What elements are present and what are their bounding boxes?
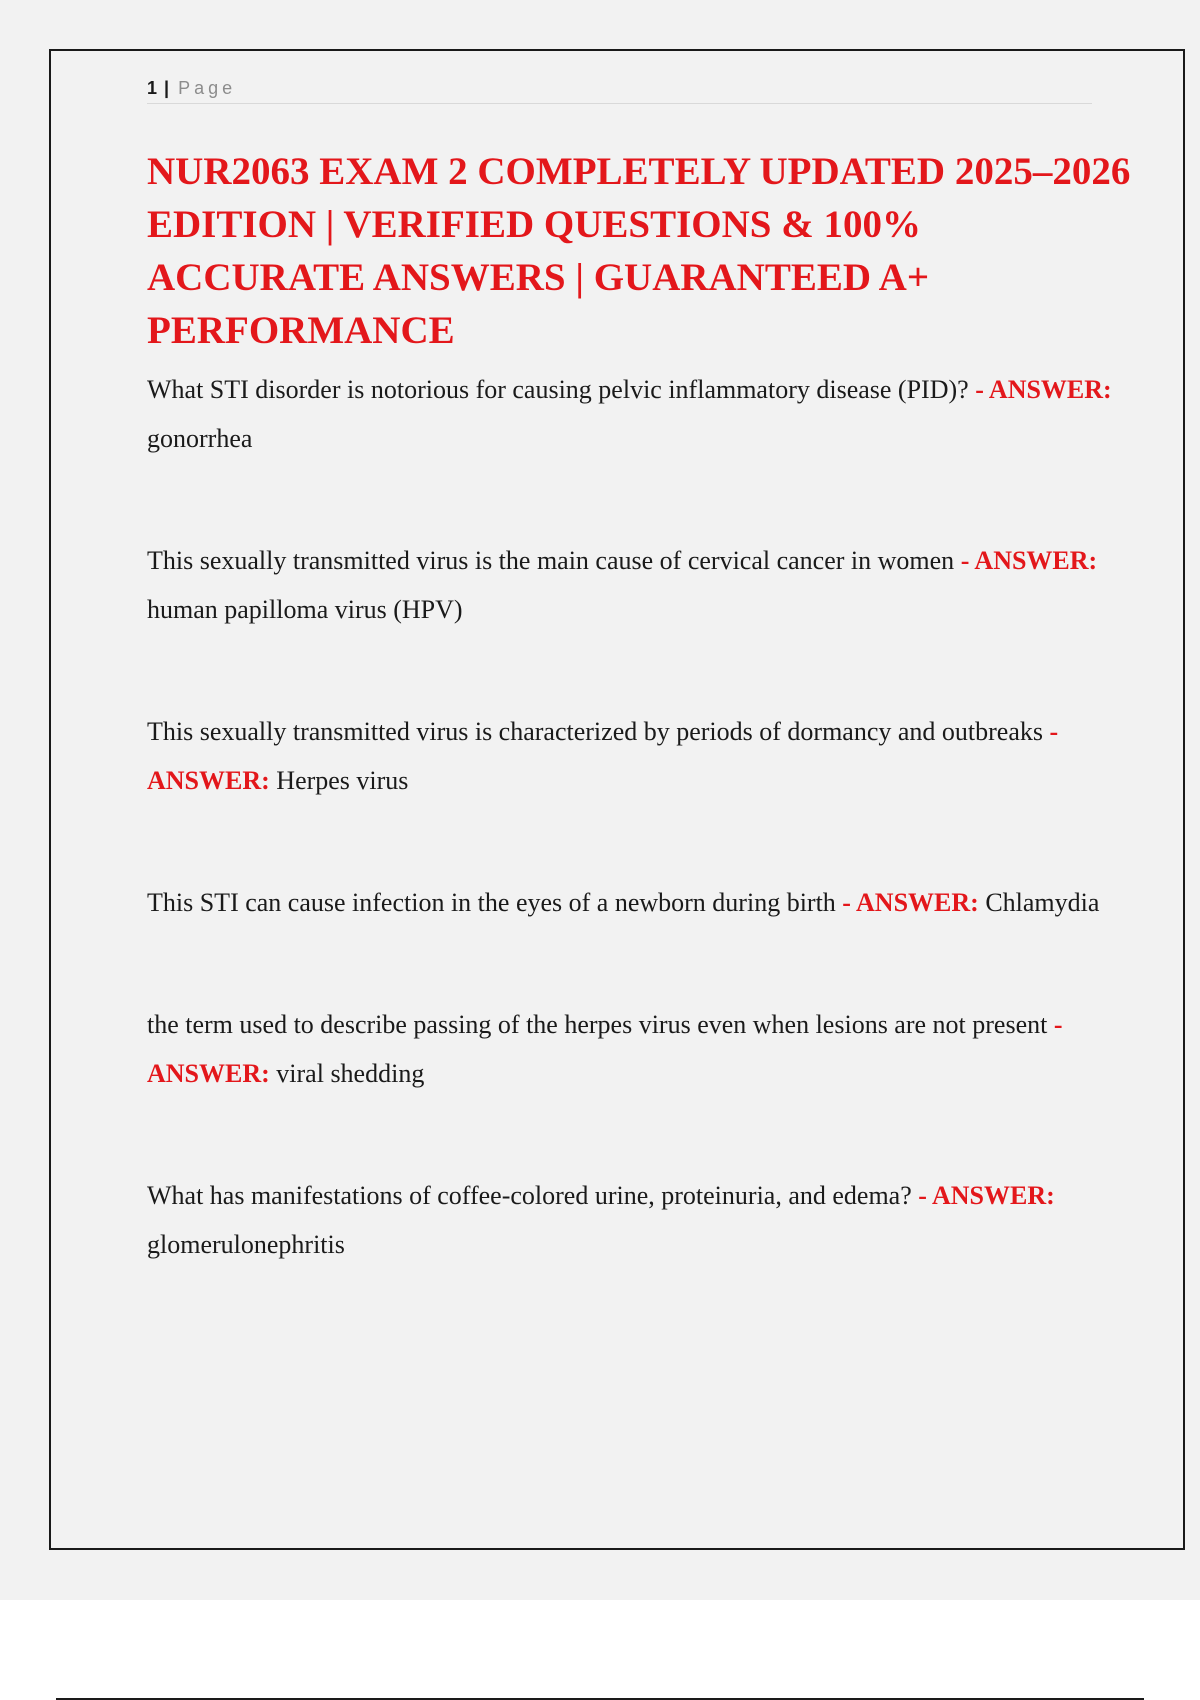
answer-label: - ANSWER: — [975, 375, 1112, 404]
page-separator: | — [164, 78, 170, 98]
qa-item — [147, 878, 1137, 927]
qa-list — [147, 365, 1137, 1342]
qa-item — [147, 365, 1137, 463]
question-text: What STI disorder is notorious for causing pelvic inflammatory disease (PID)? — [147, 375, 969, 404]
document-page — [49, 49, 1185, 1550]
answer-label: - ANSWER: — [147, 717, 1059, 795]
page-label: Page — [178, 78, 237, 98]
page-number: 1 — [147, 78, 158, 98]
answer-text: viral shedding — [276, 1059, 425, 1088]
question-text: This STI can cause infection in the eyes of a newborn during birth — [147, 888, 836, 917]
document-title: NUR2063 EXAM 2 COMPLETELY UPDATED 2025–2026 EDITION | VERIFIED QUESTIONS & 100% ACCURATE ANSWERS | GUARANTEED A+ PERFORMANCE — [147, 150, 1131, 352]
question-text: This sexually transmitted virus is characterized by periods of dormancy and outbreaks — [147, 717, 1044, 746]
qa-item — [147, 1171, 1137, 1269]
answer-text: Chlamydia — [985, 888, 1100, 917]
answer-label: - ANSWER: — [147, 1010, 1063, 1088]
question-text: This sexually transmitted virus is the main cause of cervical cancer in women — [147, 546, 955, 575]
qa-item — [147, 1000, 1137, 1098]
answer-text: human papilloma virus (HPV) — [147, 595, 463, 624]
answer-text: Herpes virus — [276, 766, 409, 795]
answer-label: - ANSWER: — [960, 546, 1098, 575]
qa-item — [147, 707, 1137, 805]
answer-text: glomerulonephritis — [147, 1230, 345, 1259]
question-text: What has manifestations of coffee-colored urine, proteinuria, and edema? — [147, 1181, 912, 1210]
answer-label: - ANSWER: — [842, 888, 979, 917]
qa-item — [147, 536, 1137, 634]
page-header — [147, 73, 1092, 104]
question-text: the term used to describe passing of the herpes virus even when lesions are not present — [147, 1010, 1048, 1039]
answer-text: gonorrhea — [147, 424, 253, 453]
answer-label: - ANSWER: — [918, 1181, 1055, 1210]
